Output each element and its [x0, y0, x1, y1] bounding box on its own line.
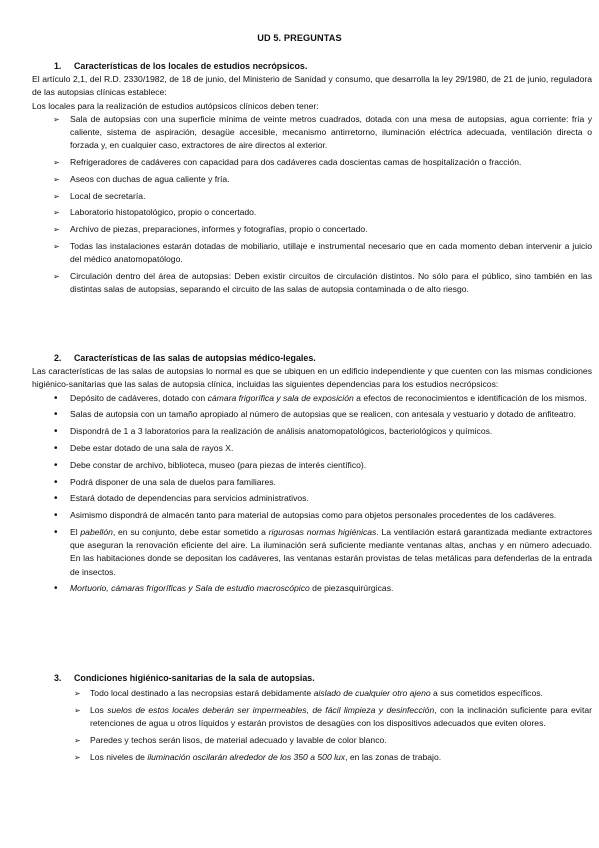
bullet-icon: •	[54, 443, 58, 454]
list-item: • Depósito de cadáveres, dotado con cámara frigorífica y sala de exposición a efectos de reconocimientos e identificación de los mismos.	[54, 392, 587, 404]
section-2-list	[32, 392, 592, 596]
document-title: UD 5. PREGUNTAS	[257, 33, 342, 43]
bullet-icon: •	[54, 476, 58, 488]
arrow-bullet-icon: ➢	[53, 191, 60, 201]
section-1-intro: El artículo 2,1, del R.D. 2330/1982, de 18 de junio, del Ministerio de Sanidad y consumo, que desarrolla la ley 29/1980, de 21 de junio, reguladora de las autopsias clínicas establece:	[32, 74, 592, 98]
list-item: ➢ Circulación dentro del área de autopsias: Deben existir circuitos de circulación distintos. No sólo para el público, sino también en las distintas salas de autopsias, separando el circuito de las salas de autopsia contaminada o de alto riesgo.	[53, 271, 592, 295]
bullet-icon: •	[54, 583, 58, 595]
list-item: ➢ Refrigeradores de cadáveres con capacidad para dos cadáveres cada doscientas camas de hospitalización o fracción.	[32, 156, 592, 169]
section-title: Características de las salas de autopsias médico-legales.	[74, 353, 316, 363]
arrow-bullet-icon: ➢	[74, 706, 81, 715]
list-item: ➢ Sala de autopsias con una superficie mínima de veinte metros cuadrados, dotada con una mesa de autopsias, agua corriente: fría y caliente, sistema de aspiración, desagüe accesible, mecanismo antirretorno, iluminación eléctrica adecuada, ventilación directa o forzada y, en cualquier caso, extractores de aire directos al exterior.	[53, 113, 592, 151]
section-1-intro2: Los locales para la realización de estudios autópsicos clínicos deben tener:	[32, 100, 319, 111]
arrow-bullet-icon: ➢	[53, 114, 60, 124]
list-item: ➢ Aseos con duchas de agua caliente y fría.	[32, 173, 592, 186]
arrow-bullet-icon: ➢	[53, 158, 60, 168]
arrow-bullet-icon: ➢	[53, 174, 60, 184]
bullet-icon: •	[54, 426, 58, 438]
section-1	[32, 60, 592, 300]
arrow-bullet-icon: ➢	[53, 272, 60, 281]
section-number: 1.	[54, 61, 62, 71]
list-item: ➢ Todas las instalaciones estarán dotadas de mobiliario, utillaje e instrumental necesario que en cada momento deban intervenir a juicio del médico anatomopatólogo.	[53, 241, 592, 265]
bullet-icon: •	[54, 459, 58, 471]
bullet-icon: •	[54, 510, 58, 522]
section-title: Condiciones higiénico-sanitarias de la sala de autopsias.	[74, 673, 315, 683]
list-item: • Podrá disponer de una sala de duelos para familiares.	[54, 476, 276, 488]
list-item: ➢ Archivo de piezas, preparaciones, informes y fotografías, propio o concertado.	[32, 223, 592, 236]
section-3	[32, 672, 592, 768]
section-number: 2.	[54, 353, 62, 363]
list-item: ➢ Los suelos de estos locales deberán ser impermeables, de fácil limpieza y desinfección, con la inclinación suficiente para evitar retenciones de agua u otros líquidos y estarán provistos de desagües con los dispositivos adecuados que eviten olores.	[74, 705, 592, 729]
section-3-list	[32, 687, 592, 764]
list-item: • Estará dotado de dependencias para servicios administrativos.	[54, 493, 309, 505]
bullet-icon: •	[54, 493, 58, 505]
list-item: ➢ Laboratorio histopatológico, propio o concertado.	[32, 206, 592, 219]
list-item: ➢ Todo local destinado a las necropsias estará debidamente aislado de cualquier otro ajeno a sus cometidos específicos.	[32, 687, 592, 700]
arrow-bullet-icon: ➢	[53, 242, 60, 251]
section-title: Características de los locales de estudios necrópsicos.	[74, 61, 308, 71]
list-item: • Dispondrá de 1 a 3 laboratorios para la realización de análisis anatomopatológicos, bacteriológicos y químicos.	[54, 426, 493, 438]
list-item: ➢ Paredes y techos serán lisos, de material adecuado y lavable de color blanco.	[32, 734, 592, 747]
bullet-icon: •	[54, 409, 58, 421]
section-1-heading	[32, 60, 592, 73]
list-item: • Salas de autopsia con un tamaño apropiado al número de autopsias que se realicen, con antesala y vestuario y dotado de anfiteatro.	[54, 409, 576, 421]
list-item: • El pabellón, en su conjunto, debe estar sometido a rigurosas normas higiénicas. La ventilación estará garantizada mediante extractores que aseguran la renovación eficiente del aire. La iluminación será suficiente mediante ventanas altas, anchas y en número adecuado. En las habitaciones donde se depositan los cadáveres, las ventanas estarán provistas de telas metálicas para defenderlas de la entrada de insectos.	[54, 526, 593, 577]
bullet-icon: •	[54, 392, 58, 404]
arrow-bullet-icon: ➢	[74, 752, 81, 762]
list-item: • Debe estar dotado de una sala de rayos X.	[54, 443, 234, 454]
list-item: ➢ Local de secretaría.	[32, 190, 592, 203]
arrow-bullet-icon: ➢	[53, 208, 60, 218]
list-item: • Debe constar de archivo, biblioteca, museo (para piezas de interés científico).	[54, 459, 367, 471]
arrow-bullet-icon: ➢	[53, 225, 60, 235]
list-item: • Asimismo dispondrá de almacén tanto para material de autopsias como para objetos personales procedentes de los cadáveres.	[54, 510, 557, 522]
bullet-icon: •	[54, 526, 58, 538]
section-3-heading	[32, 672, 592, 685]
section-number: 3.	[54, 673, 62, 683]
section-2-heading	[32, 352, 592, 365]
list-item: ➢ Los niveles de iluminación oscilarán alrededor de los 350 a 500 lux, en las zonas de trabajo.	[32, 751, 592, 764]
arrow-bullet-icon: ➢	[74, 736, 81, 745]
section-2	[32, 352, 592, 599]
section-2-intro: Las características de las salas de autopsias lo normal es que se ubiquen en un edificio independiente y que cuenten con las mismas condiciones higiénico-sanitarias que las salas de autopsia clínica, incluidas las siguientes dependencias para los estudios necrópsicos:	[32, 366, 592, 390]
arrow-bullet-icon: ➢	[74, 689, 81, 699]
section-1-list	[32, 113, 592, 297]
list-item: • Mortuorio, cámaras frigoríficas y Sala de estudio macroscópico de piezasquirúrgicas.	[54, 583, 394, 595]
